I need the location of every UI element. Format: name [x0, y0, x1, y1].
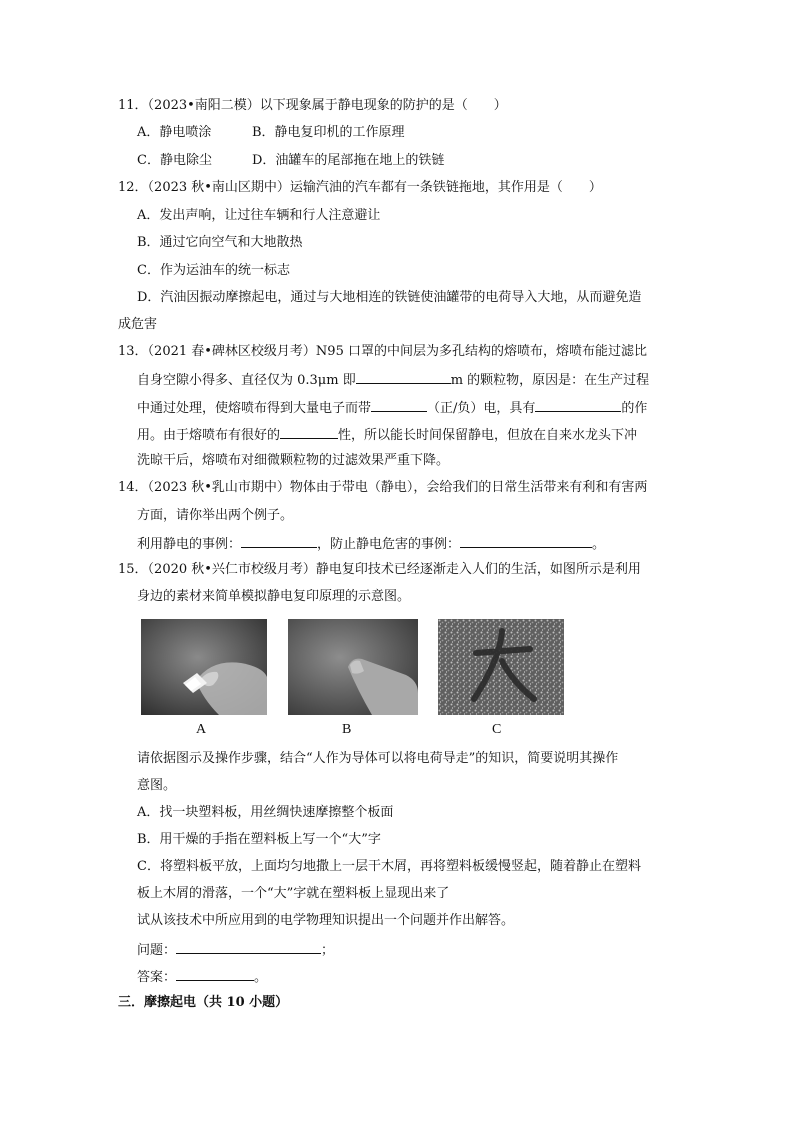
- q15-step-b: B．用干燥的手指在塑料板上写一个“大”字: [137, 832, 381, 847]
- q14-line-1: 14．（2023 秋•乳山市期中）物体由于带电（静电），会给我们的日常生活带来有利和有害两: [118, 480, 648, 495]
- figure-c-photo: [438, 619, 564, 715]
- q12-option-d-cont: 成危害: [118, 317, 158, 332]
- q15-answer-label: 答案：: [137, 970, 177, 985]
- q15-answer-blank[interactable]: [176, 967, 254, 981]
- q15-step-a: A．找一块塑料板，用丝绸快速摩擦整个板面: [137, 805, 394, 820]
- q15-instruction-2: 意图。: [137, 778, 177, 793]
- q13-text: 性，所以能长时间保留静电，但放在自来水龙头下冲: [338, 428, 638, 443]
- q15-question-end: ；: [321, 943, 335, 958]
- q12-option-a: A．发出声响，让过往车辆和行人注意避让: [137, 208, 381, 223]
- q14-blank-2[interactable]: [460, 534, 592, 548]
- q13-text: 自身空隙小得多、直径仅为 0.3μm 即: [137, 373, 356, 388]
- figure-c-caption: C: [492, 722, 502, 737]
- figure-b-caption: B: [342, 722, 352, 737]
- q12-option-c: C．作为运油车的统一标志: [137, 263, 290, 278]
- q13-text: 用。由于熔喷布有很好的: [137, 428, 281, 443]
- figure-b-photo: [288, 619, 418, 715]
- q11-option-d: D．油罐车的尾部拖在地上的铁链: [252, 153, 445, 168]
- q15-step-c-cont: 板上木屑的滑落，一个“大”字就在塑料板上显现出来了: [137, 886, 450, 901]
- q14-blank-1[interactable]: [241, 534, 317, 548]
- q12-option-b: B．通过它向空气和大地散热: [137, 235, 303, 250]
- q15-answer-end: 。: [254, 970, 268, 985]
- q13-text: （正/负）电，具有: [427, 401, 536, 416]
- q11-option-a: A．静电喷涂: [137, 125, 212, 140]
- q14-text: ，防止静电危害的事例：: [317, 537, 461, 552]
- q13-blank-4[interactable]: [280, 425, 338, 439]
- q12-option-d: D．汽油因振动摩擦起电，通过与大地相连的铁链使油罐带的电荷导入大地，从而避免造: [137, 290, 642, 305]
- q14-text: 利用静电的事例：: [137, 537, 242, 552]
- q15-ask: 试从该技术中所应用到的电学物理知识提出一个问题并作出解答。: [137, 913, 515, 928]
- q13-blank-2[interactable]: [371, 398, 427, 412]
- q13-line-3: [137, 398, 647, 418]
- q15-step-c: C．将塑料板平放，上面均匀地撒上一层干木屑，再将塑料板缓慢竖起，随着静止在塑料: [137, 859, 641, 874]
- q13-text: 中通过处理，使熔喷布得到大量电子而带: [137, 401, 372, 416]
- q13-line-5: 洗晾干后，熔喷布对细微颗粒物的过滤效果严重下降。: [137, 453, 450, 468]
- q13-line-1: 13．（2021 春•碑林区校级月考）N95 口罩的中间层为多孔结构的熔喷布，熔喷布能过滤比: [118, 344, 647, 359]
- q15-answer-line: [137, 967, 267, 987]
- section-heading: 三．摩擦起电（共 10 小题）: [118, 995, 289, 1010]
- q13-line-2: [137, 370, 649, 390]
- q12-stem: 12．（2023 秋•南山区期中）运输汽油的汽车都有一条铁链拖地，其作用是（ ）: [118, 180, 602, 195]
- figure-a-photo: [141, 619, 267, 715]
- q14-text: 。: [592, 537, 606, 552]
- q11-option-c: C．静电除尘: [137, 153, 212, 168]
- q14-line-2: 方面，请你举出两个例子。: [137, 508, 294, 523]
- q15-question-line: [137, 940, 334, 960]
- q11-stem: 11．（2023•南阳二模）以下现象属于静电现象的防护的是（ ）: [118, 98, 507, 113]
- q15-line-1: 15．（2020 秋•兴仁市校级月考）静电复印技术已经逐渐走入人们的生活，如图所示是利用: [118, 562, 641, 577]
- q15-question-blank[interactable]: [176, 940, 321, 954]
- q13-line-4: [137, 425, 637, 445]
- q15-line-2: 身边的素材来简单模拟静电复印原理的示意图。: [137, 589, 411, 604]
- q15-question-label: 问题：: [137, 943, 177, 958]
- q15-instruction-1: 请依据图示及操作步骤，结合“人作为导体可以将电荷导走”的知识，简要说明其操作: [137, 751, 619, 766]
- figure-a-caption: A: [196, 722, 207, 737]
- q11-option-b: B．静电复印机的工作原理: [252, 125, 405, 140]
- q14-line-3: [137, 534, 605, 554]
- q13-text: m 的颗粒物，原因是：在生产过程: [450, 373, 650, 388]
- q13-blank-1[interactable]: [356, 370, 451, 384]
- q13-blank-3[interactable]: [535, 398, 621, 412]
- q13-text: 的作: [621, 401, 648, 416]
